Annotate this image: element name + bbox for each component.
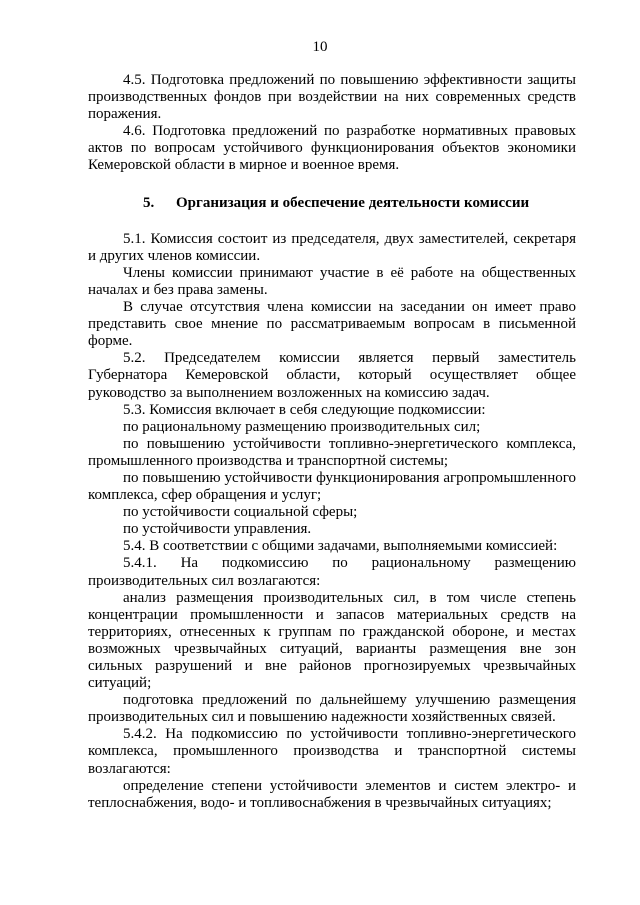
list-item: по устойчивости управления.	[123, 521, 312, 538]
list-item: по повышению устойчивости функционирования агропромышленного комплекса, сфер обращения и услуг;	[88, 469, 576, 504]
paragraph: подготовка предложений по дальнейшему улучшению размещения производительных сил и повышению надежности хозяйственных связей.	[88, 692, 576, 726]
paragraph: 5.4.1. На подкомиссию по рациональному размещению производительных сил возлагаются:	[88, 555, 576, 589]
paragraph: 5.2. Председателем комиссии является первый заместитель Губернатора Кемеровской области, который осуществляет общее руководство за выполнением возложенных на комиссию задач.	[88, 350, 576, 401]
list-item: по повышению устойчивости топливно-энергетического комплекса, промышленного производства и транспортной системы;	[88, 435, 576, 469]
section-number: 5.	[143, 194, 155, 211]
section-heading	[88, 195, 576, 212]
page-number: 10	[312, 39, 328, 55]
paragraph: В случае отсутствия члена комиссии на заседании он имеет право представить свое мнение по рассматриваемым вопросам в письменной форме.	[88, 299, 576, 350]
paragraph: 5.3. Комиссия включает в себя следующие подкомиссии:	[123, 401, 486, 418]
paragraph: 4.6. Подготовка предложений по разработке нормативных правовых актов по вопросам устойчивого функционирования объектов экономики Кемеровской области в мирное и военное время.	[88, 123, 576, 174]
paragraph: 5.4.2. На подкомиссию по устойчивости топливно-энергетического комплекса, промышленного производства и транспортной системы возлагаются:	[88, 726, 576, 777]
paragraph: определение степени устойчивости элементов и систем электро- и теплоснабжения, водо- и топливоснабжения в чрезвычайных ситуациях;	[88, 777, 576, 811]
list-item: по устойчивости социальной сферы;	[123, 504, 358, 521]
paragraph: 5.1. Комиссия состоит из председателя, двух заместителей, секретаря и других членов комиссии.	[88, 230, 576, 264]
paragraph: Члены комиссии принимают участие в её работе на общественных началах и без права замены.	[88, 264, 576, 298]
list-item: по рациональному размещению производительных сил;	[123, 418, 481, 435]
document-body	[88, 72, 576, 812]
paragraph: 4.5. Подготовка предложений по повышению эффективности защиты производственных фондов при воздействии на них современных средств поражения.	[88, 72, 576, 123]
paragraph: 5.4. В соответствии с общими задачами, выполняемыми комиссией:	[123, 538, 558, 555]
paragraph: анализ размещения производительных сил, в том числе степень концентрации промышленности и запасов материальных средств на территориях, отнесенных к группам по гражданской обороне, и местах возможных чрезвычайных ситуаций, варианты размещения вне зон сильных разрушений и вне районов прогнозируемых чрезвычайных ситуаций;	[88, 589, 576, 692]
section-title: Организация и обеспечение деятельности комиссии	[176, 194, 530, 211]
